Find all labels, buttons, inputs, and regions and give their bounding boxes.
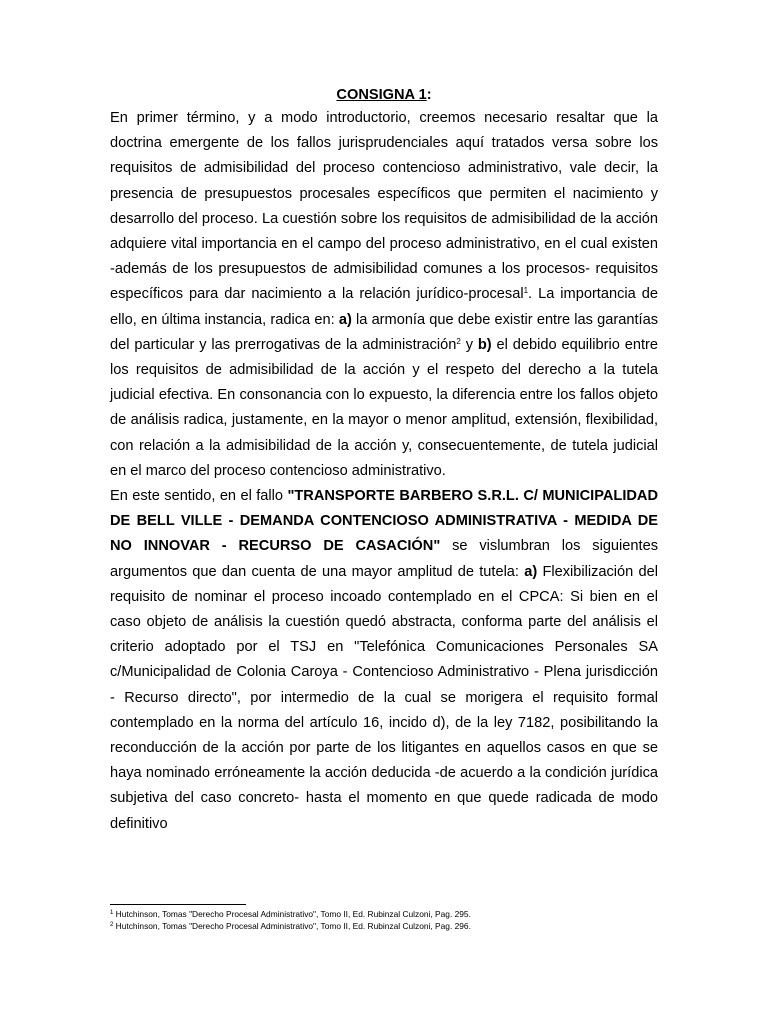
footnote-number: 2	[110, 922, 114, 928]
paragraph-text: se vislumbran los siguientes argumentos que dan cuenta de una mayor amplitud de tutela:	[110, 538, 658, 580]
footnote-2	[110, 920, 658, 932]
paragraph-text: En primer término, y a modo introductorio, creemos necesario resaltar que la doctrina emergente de los fallos jurisprudenciales aquí tratados versa sobre los requisitos de admisibilidad del proceso contencioso administrativo, vale decir, la presencia de presupuestos procesales específicos que permiten el nacimiento y desarrollo del proceso. La cuestión sobre los requisitos de admisibilidad de la acción adquiere vital importancia en el campo del proceso administrativo, en el cual existen -además de los presupuestos de admisibilidad comunes a los procesos- requisitos específicos para dar nacimiento a la relación jurídico-procesal	[110, 110, 658, 303]
section-title-colon: :	[426, 87, 432, 103]
paragraph-text: Flexibilización del requisito de nominar el proceso incoado contemplado en el CPCA: Si bien en el caso objeto de análisis la cuestión quedó abstracta, conforma parte del análisis el criterio adoptado por el TSJ en "Telefónica Comunicaciones Personales SA c/Municipalidad de Colonia Caroya - Contencioso Administrativo - Plena jurisdicción - Recurso directo", por intermedio de la cual se morigera el requisito formal contemplado en la norma del artículo 16, incido d), de la ley 7182, posibilitando la reconducción de la acción por parte de los litigantes en aquellos casos en que se haya nominado erróneamente la acción deducida -de acuerdo a la condición jurídica subjetiva del caso concreto- hasta el momento en que quede radicada de modo definitivo	[110, 563, 658, 832]
document-body	[110, 84, 658, 837]
paragraph-intro	[110, 106, 658, 484]
footnote-number: 1	[110, 910, 114, 916]
paragraph-case	[110, 484, 658, 837]
footnote-text: Hutchinson, Tomas "Derecho Procesal Administrativo", Tomo II, Ed. Rubinzal Culzoni, Pag. 295.	[113, 909, 471, 919]
item-label-a: a)	[338, 311, 352, 328]
footnotes	[110, 908, 658, 932]
paragraph-text: el debido equilibrio entre los requisitos de admisibilidad de la acción y el respeto del derecho a la tutela judicial efectiva. En consonancia con lo expuesto, la diferencia entre los fallos objeto de análisis radica, justamente, en la mayor o menor amplitud, extensión, flexibilidad, con relación a la admisibilidad de la acción y, consecuentemente, de tutela judicial en el marco del proceso contencioso administrativo.	[110, 336, 659, 479]
item-label-a: a)	[524, 563, 538, 580]
section-title-label: CONSIGNA 1	[336, 87, 427, 103]
item-label-b: b)	[477, 336, 492, 353]
paragraph-text: . La importancia de ello, en última instancia, radica en:	[110, 286, 658, 328]
case-title: "TRANSPORTE BARBERO S.R.L. C/ MUNICIPALIDAD DE BELL VILLE - DEMANDA CONTENCIOSO ADMINISTRATIVA - MEDIDA DE NO INNOVAR - RECURSO DE CASACIÓN"	[110, 488, 658, 555]
footnote-ref-1[interactable]: 1	[523, 286, 529, 296]
footnote-1	[110, 908, 658, 920]
paragraph-text: En este sentido, en el fallo	[110, 488, 288, 505]
footnote-text: Hutchinson, Tomas "Derecho Procesal Administrativo", Tomo II, Ed. Rubinzal Culzoni, Pag. 296.	[113, 921, 471, 931]
section-title	[110, 84, 658, 106]
footnote-divider	[110, 904, 246, 905]
footnote-ref-2[interactable]: 2	[456, 336, 461, 346]
paragraph-text: y	[460, 336, 478, 353]
paragraph-text: la armonía que debe existir entre las garantías del particular y las prerrogativas de la administración	[110, 311, 658, 353]
